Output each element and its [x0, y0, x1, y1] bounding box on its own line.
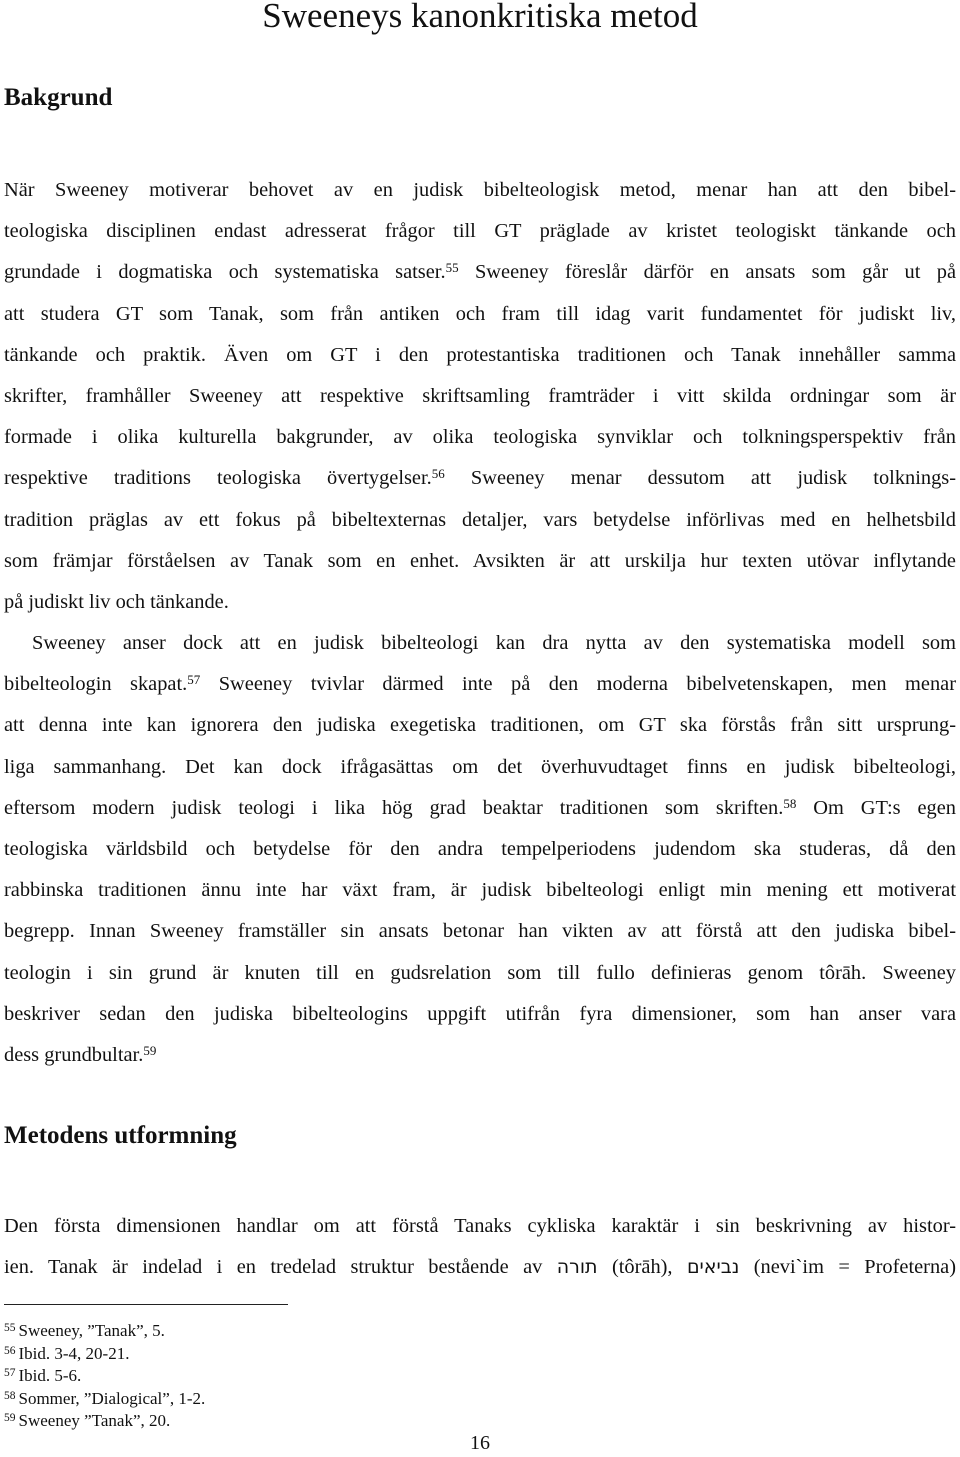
- text-segment: Om GT:s egen: [796, 796, 956, 819]
- page-number: 16: [470, 1432, 490, 1454]
- text-line: teologiska disciplinen endast adresserat frågor till GT präglade av kristet teologiskt tänkande och: [4, 220, 956, 243]
- footnote-text: Sweeney ”Tanak”, 20.: [18, 1411, 171, 1430]
- footnote-separator: [4, 1304, 288, 1305]
- footnote-item: [4, 1320, 205, 1343]
- text-line: teologiska världsbild och betydelse för den andra tempelperiodens judendom ska studeras, då den: [4, 838, 956, 861]
- footnote-text: Ibid. 3-4, 20-21.: [18, 1343, 130, 1363]
- footnote-number: 56: [4, 1344, 16, 1357]
- text-segment: Sweeney föreslår därför en ansats som går ut på: [458, 261, 956, 284]
- footnote-item: [4, 1388, 205, 1411]
- footnote-number: 57: [4, 1367, 16, 1379]
- text-segment: dess grundbultar.: [4, 1044, 144, 1067]
- hebrew-neviim: נביאים: [686, 1256, 740, 1279]
- text-segment: (tôrāh),: [597, 1256, 687, 1279]
- footnotes: [4, 1320, 205, 1433]
- text-line: beskriver sedan den judiska bibelteologins uppgift utifrån fyra dimensioner, som han anser vara: [4, 1002, 956, 1025]
- paragraph-1: [4, 170, 956, 623]
- text-line: teologin i sin grund är knuten till en gudsrelation som till fullo definieras genom tôrāh. Sweeney: [4, 961, 956, 984]
- text-segment: Sweeney tvivlar därmed inte på den moderna bibelvetenskapen, men menar: [200, 673, 956, 696]
- footnote-reference[interactable]: 57: [187, 672, 201, 688]
- text-line: [4, 664, 956, 705]
- text-segment: grundade i dogmatiska och systematiska satser.: [4, 261, 446, 284]
- text-line: tradition präglas av ett fokus på bibeltexternas detaljer, vars betydelse införlivas med en helhetsbild: [4, 508, 956, 531]
- text-line: på judiskt liv och tänkande.: [4, 591, 229, 614]
- text-line: som främjar förståelsen av Tanak som en enhet. Avsikten är att urskilja hur texten utövar inflytande: [4, 549, 956, 572]
- text-line: att denna inte kan ignorera den judiska exegetiska traditionen, om GT ska förstås från sitt ursprung-: [4, 714, 956, 737]
- text-line: Den första dimensionen handlar om att förstå Tanaks cykliska karaktär i sin beskrivning av histor-: [4, 1215, 956, 1237]
- footnote-reference[interactable]: 58: [783, 795, 797, 811]
- text-segment: (nevi`im = Profeterna): [739, 1256, 956, 1279]
- text-line: att studera GT som Tanak, som från antiken och fram till idag varit fundamentet för judiskt liv,: [4, 302, 956, 325]
- text-segment: respektive traditions teologiska övertygelser.: [4, 467, 432, 490]
- text-line: skrifter, framhåller Sweeney att respektive skriftsamling framträder i vitt skilda ordningar som är: [4, 385, 956, 408]
- text-line: formade i olika kulturella bakgrunder, av olika teologiska synviklar och tolkningsperspektiv från: [4, 426, 956, 449]
- footnote-number: 58: [4, 1389, 16, 1402]
- hebrew-torah: תורה: [556, 1256, 598, 1279]
- text-line: När Sweeney motiverar behovet av en judisk bibelteologisk metod, menar han att den bibel-: [4, 179, 956, 201]
- text-segment: ien. Tanak är indelad i en tredelad struktur bestående av: [4, 1256, 557, 1279]
- paragraph-3: [4, 1206, 956, 1288]
- text-line: rabbinska traditionen ännu inte har växt fram, är judisk bibelteologi enligt min mening ett motiverat: [4, 879, 956, 902]
- text-line: Sweeney anser dock att en judisk bibelteologi kan dra nytta av den systematiska modell som: [32, 632, 956, 654]
- text-segment: eftersom modern judisk teologi i lika hög grad beaktar traditionen som skriften.: [4, 796, 784, 819]
- footnote-item: [4, 1410, 205, 1433]
- footnote-reference[interactable]: 56: [431, 466, 445, 482]
- page-title: Sweeneys kanonkritiska metod: [262, 0, 698, 35]
- text-line: [4, 1035, 956, 1076]
- footnote-number: 55: [4, 1322, 16, 1334]
- text-line: [4, 252, 956, 293]
- footnote-item: [4, 1343, 205, 1366]
- text-line: [4, 1247, 956, 1288]
- text-line: liga sammanhang. Det kan dock ifrågasättas om det överhuvudtaget finns en judisk bibelteologi,: [4, 755, 956, 778]
- footnote-reference[interactable]: 55: [445, 260, 459, 276]
- paragraph-2: [4, 623, 956, 1076]
- text-line: [4, 788, 956, 829]
- footnote-number: 59: [4, 1412, 16, 1424]
- footnote-text: Sweeney, ”Tanak”, 5.: [18, 1321, 165, 1340]
- footnote-reference[interactable]: 59: [143, 1043, 157, 1059]
- footnote-text: Ibid. 5-6.: [18, 1366, 82, 1385]
- footnote-text: Sommer, ”Dialogical”, 1-2.: [18, 1388, 206, 1408]
- text-line: [4, 458, 956, 499]
- section-heading-bakgrund: Bakgrund: [4, 84, 113, 111]
- section-heading-metodens-utformning: Metodens utformning: [4, 1122, 237, 1149]
- text-line: tänkande och praktik. Även om GT i den protestantiska traditionen och Tanak innehåller samma: [4, 343, 956, 366]
- footnote-item: [4, 1365, 205, 1388]
- text-line: begrepp. Innan Sweeney framställer sin ansats betonar han vikten av att förstå att den judiska bibel-: [4, 920, 956, 943]
- text-segment: bibelteologin skapat.: [4, 673, 188, 696]
- text-segment: Sweeney menar dessutom att judisk tolknings-: [444, 467, 956, 490]
